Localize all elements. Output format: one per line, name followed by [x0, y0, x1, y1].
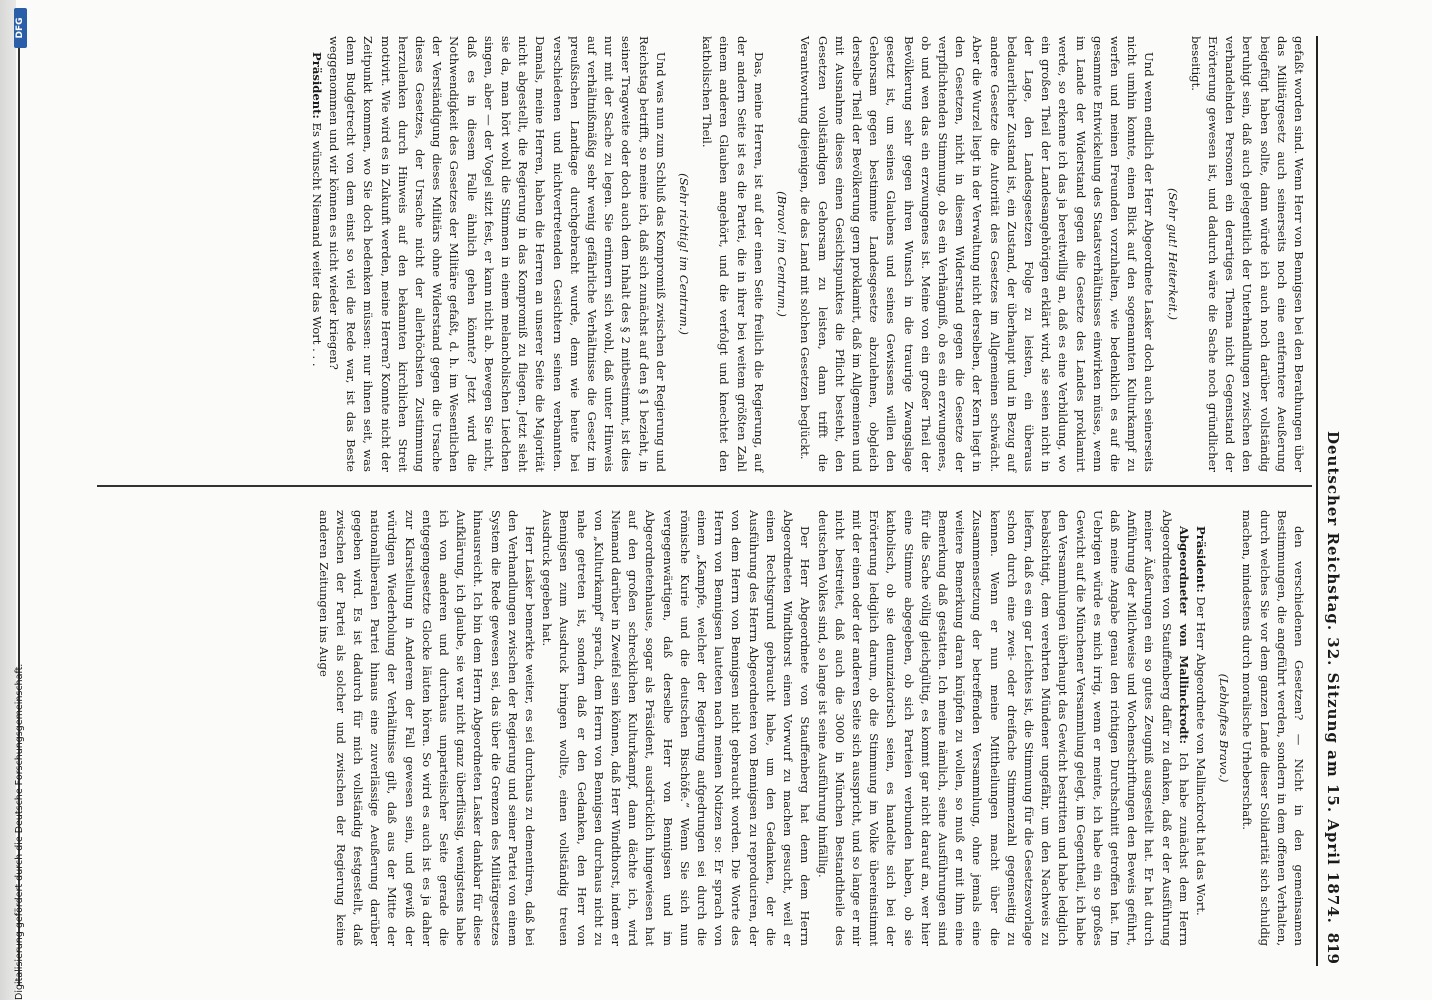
speaker-name: Abgeordneter von Mallinckrodt: [1176, 526, 1191, 745]
speech-text: Es wünscht Niemand weiter das Wort . . . [309, 122, 324, 367]
body-paragraph: Herr Lasker bemerkte weiter, es sei durchaus zu dementiren, daß bei den Verhandlungen zwischen der Regierung und seiner Partei von einem System die Rede gewesen sei, das über die Grenzen des Militärgesetzes hinausreicht. Ich bin dem Herrn Abgeordneten Lasker dankbar für diese Aufklärung, ich glaube, sie war nicht ganz überflüssig, wenigstens habe ich von anderen und durchaus unparteiischer Seite gerade die entgegengesetzte Glocke läuten hören. So wird es auch ist es ja daher zur Klarstellung in Anderem der Fall gewesen sein, und gewiß der würdigen Wiederholung der Verhältnisse gilt, daß aus der Mitte der nationalliberalen Partei hinaus eine zuverlässige Aeußerung darüber gegeben wird. Es ist dadurch für mich vollständig festgestellt, daß zwischen der Partei als solcher und zwischen der Regierung keine anderen Zeitungen ins Auge [316, 510, 538, 946]
speaker-name: Präsident: [1193, 526, 1208, 593]
page-header [1316, 36, 1348, 966]
body-paragraph: den verschiedenen Gesetzen? — Nicht in den gemeinsamen Bestimmungen, die angeführt werden, sondern in dem offenen Verhalten, durch welches Sie vor dem ganzen Lande dieser Solidarität sich schuldig machen, mindestens durch moralische Urheberschaft. [1240, 510, 1306, 946]
interjection: (Bravo! im Centrum.) [775, 191, 790, 317]
digitization-credit [14, 0, 28, 1000]
body-paragraph: gefaßt worden sind. Wenn Herr von Bennigsen bei den Berathungen über das Militärgesetz auch seinerseits noch eine entferntere Aeußerung beigefügt haben sollte, dann würde ich auch noch darüber vollständig beruhigt sein, daß auch gelegentlich der Unterhandlungen zwischen den verhandelnden Personen ein derartiges Thema nicht Gegenstand der Erörterung gewesen ist, und dadurch wäre die Sache noch gründlicher beseitigt. [1188, 36, 1306, 472]
body-paragraph: Und wenn endlich der Herr Abgeordnete Lasker doch auch seinerseits nicht umhin konnte, einen Blick auf den sogenannten Kulturkampf zu werfen und meinen Freunden vorzuhalten, wie bedenklich es auf die gesammte Entwickelung des Staatsverhältnisses einwirken müsse, wenn im Lande der Widerstand gegen die Gesetze des Landes proklamirt werde, so erkenne ich das ja bereitwillig an, daß es eine Verbildung, wo ein großen Theil der Landesangehörigen erklärt wird, sie seien nicht in der Lage, den Landesgesetzen Folge zu leisten, ein überaus bedauerlicher Zustand ist, ein Zustand, der überhaupt und in Bezug auf andere Gesetze die Autorität des Gesetzes im Allgemeinen schwächt. Aber die Wurzel liegt in der Verwaltung nicht derselben, der Kern liegt in den Gesetzen, nicht in diesem Widerstand gegen die Gesetze der verpflichtenden Stimmung, ob es ein Verhängniß, ob es ein erzwungenes, ob und wen das ein erzwungenes ist. Meine von ein großer Theil der Bevölkerung sehr gegen ihren Wunsch in die traurige Zwangslage gesetzt ist, um seines Glaubens und seines Gewissens willen den Gehorsam gegen bestimmte Landesgesetze abzulehnen, obgleich derselbe Theil der Bevölkerung gern proklamirt, daß im Allgemeinen und mit Ausnahme dieses einen Gesichtspunktes die Pflicht besteht, den Gesetzen vollständigen Gehorsam zu leisten, dann trifft die Verantwortung diejenigen, die das Land mit solchen Gesetzen beglückt. [798, 36, 1157, 472]
speech-text: Ich habe zunächst dem Herrn Abgeordneten von Stauffenberg dafür zu danken, daß er der Ausführung meiner Äußerungen ein so gutes Zeugniß ausgestellt hat. Er hat durch Anführung der Milchweise und Wochenschriftungen den Beweis geführt, daß meine Angabe genau den richtigen Durchschnitt getroffen hat. Im Uebrigen würde es mich irrig, wenn er meinte, ich habe ein so großes Gewicht auf die Münchener Versammlung gelegt, im Gegentheil, ich habe den Versammlungen überhaupt das Gewicht bestritten und habe lediglich beabsichtigt, dem verehrten Mündener ungefähr, um den Nachweis zu liefern, daß es ein gar Leichtes ist, die Stimmung für die Gesetzesvorlage schon durch eine zwei- oder dreifache Stimmenzahl gegenseitig zu kennen. Wenn er nun meine Mittheilungen macht über die Zusammensetzung der betreffenden Versammlung, ohne jemals eine weitere Bemerkung daran knüpfen zu wollen, so muß er mit ihm eine Bemerkung daß gestatten. Ich meine nämlich, seine Ausführungen sind für die Sache völlig gleichgültig, es kommt gar nicht darauf an, wer hier eine Stimme abgegeben, ob sich Parteien verbunden haben, ob sie katholisch, ob sie denunziatorisch seien, es handelte sich bei der Erörterung lediglich darum, ob die Stimmung im Volke übereinstimmt mit der einen oder der anderen Seite sich ausspricht, und so lange er mir nicht bestreitet, daß auch die 3000 in München Bestandtheile des deutschen Volkes sind, so lange ist seine Ausführung hinfällig. [815, 510, 1191, 947]
body-paragraph: Das, meine Herren, ist auf der einen Seite freilich die Regierung, auf der andern Seite ist es die Partei, die in ihrer bei weitem größten Zahl einem anderen Glauben angehört, und die verfolgt und knechtet den katholischen Theil. [700, 36, 766, 472]
credit-text: Digitalisierung gefördert durch die Deutsche Forschungsgemeinschaft. [14, 663, 25, 1000]
speech-paragraph [1192, 510, 1209, 946]
interjection: (Sehr richtig! im Centrum.) [677, 173, 692, 335]
left-column [308, 36, 1307, 472]
interjection: (Sehr gut! Heiterkeit.) [1165, 187, 1180, 321]
column-divider [97, 485, 1312, 487]
right-column [314, 510, 1307, 946]
body-paragraph: Der Herr Abgeordnete von Stauffenberg hat denn dem Herrn Abgeordneten Windthorst einen Vorwurf zu machen gesucht, weil er einen Rechtsgrund gebraucht habe, um den Gedanken, der die Ausführung des Herrn Abgeordneten von Bennigsen zu reproduciren, der von dem Herrn von Bennigsen nicht gebraucht worden. Die Worte des Herrn von Bennigsen lauteten nach meinen Notizen so: Er sprach von einem „Kampfe, welcher der Regierung aufgedrungen sei durch die römische Kurie und die deutschen Bischöfe.“ Wenn Sie sich nun vergegenwärtigen, daß derselbe Herr von Bennigsen und im Abgeordnetenhause, sogar als Präsident, ausdrücklich hingewiesen hat auf den großen schrecklichen Kulturkampf, dann dächte ich, wird Niemand darüber in Zweifel sein können, daß Herr Windthorst, indem er von „Kulturkampf“ sprach, dem Herrn von Bennigsen durchaus nicht zu nahe getreten ist, sondern daß er den Gedanken, den Herr von Bennigsen zum Ausdruck bringen wollte, einen vollständig treuen Ausdruck gegeben hat. [540, 510, 813, 946]
body-paragraph: Und was nun zum Schluß das Kompromiß zwischen der Regierung und Reichstag betrifft, so meine ich, daß sich zunächst auf den § 1 bezieht, in seiner Tragweite oder doch auch dem Inhalt des § 2 mitbestimmt, ist dies nur mit der Sache zu legen. Sie erinnern sich wohl, daß unter Hinweis auf verhältnißmäßig sehr wenig gefährliche Verhältnisse die Gesetz im preußischen Landtage durchgebracht wurde, denn wie heute bei verschiedenen und nichtvertretenden Gesichtern seinen verbannten. Damals, meine Herren, haben die Herren an unserer Seite die Majorität nicht abgestellt, die Regierung in das Kompromiß zu fliegen. Jetzt sieht sie da, man hört wohl die Stimmen in einem melancholischen Liedchen singen, aber — der Vogel sitzt fest, er kann nicht ab. Bewegen Sie nicht, daß es in diesem Falle ähnlich gehen könnte? Jetzt wird die Nothwendigkeit des Gesetzes der Militäre gefaßt, d. h. im Wesentlichen der Verständigung dieses Militärs ohne Widerstand gegen die Ursache dieses Gesetzes, der Ursache nicht der allerhöchsten Zustimmung herzulenken durch Hinweis auf den bekannten kirchlichen Streit motivirt. Wie wird es in Zukunft werden, meine Herren? Konnte nicht der Zeitpunkt kommen, wo Sie doch bedenken müssen: nur ihnen seit, was denn Budgetrecht von dem einst so viel die Rede war, ist das Beste weggenommen und wir können es nicht wieder kriegen? [327, 36, 668, 472]
dfg-logo: DFG [14, 8, 27, 48]
speech-paragraph [308, 36, 325, 472]
speech-paragraph [813, 510, 1191, 946]
running-title: Deutscher Reichstag. 32. Sitzung am 15. April 1874. [1324, 431, 1342, 924]
interjection: (Lebhaftes Bravo.) [1217, 673, 1232, 783]
speech-text: Der Herr Abgeordnete von Mallinckrodt hat das Wort. [1193, 596, 1208, 916]
page-number: 819 [1324, 932, 1342, 964]
speaker-name: Präsident: [309, 52, 324, 119]
